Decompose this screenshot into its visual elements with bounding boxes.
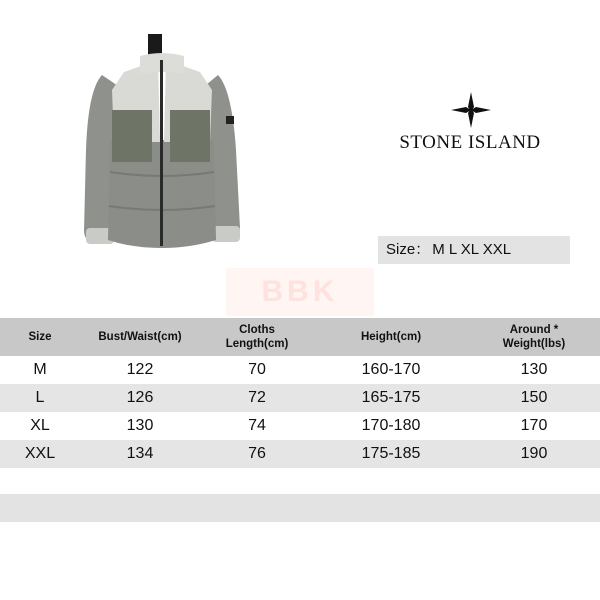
- cell-height: 170-180: [361, 417, 421, 434]
- cell-length: 76: [248, 445, 266, 462]
- size-availability-bar: [378, 236, 570, 264]
- header-length-label: Cloths Length(cm): [225, 324, 289, 350]
- header-size: Size: [28, 331, 52, 343]
- header-weight-label: Around * Weight(lbs): [502, 324, 566, 350]
- brand-name: STONE ISLAND: [399, 132, 541, 153]
- header-bust-waist: Bust/Waist(cm): [98, 331, 182, 343]
- size-values: M L XL XXL: [432, 241, 512, 258]
- cell-length: 74: [248, 417, 266, 434]
- watermark: BBK: [226, 268, 374, 316]
- product-jacket-image: [40, 30, 280, 260]
- brand-logo: [395, 90, 545, 160]
- cell-weight: 190: [520, 445, 548, 462]
- size-chart-table: [0, 318, 600, 468]
- table-row: [0, 440, 600, 468]
- compass-star-icon: [395, 90, 545, 130]
- cell-size: XL: [30, 417, 50, 434]
- cell-height: 165-175: [361, 389, 421, 406]
- cell-weight: 150: [520, 389, 548, 406]
- table-row: [0, 412, 600, 440]
- footer-band: [0, 494, 600, 522]
- cell-bust: 122: [126, 361, 154, 378]
- table-row: [0, 384, 600, 412]
- cell-size: L: [35, 389, 45, 406]
- table-header-row: [0, 318, 600, 356]
- size-label: Size：: [386, 241, 431, 258]
- cell-weight: 170: [520, 417, 548, 434]
- cell-height: 175-185: [361, 445, 421, 462]
- cell-bust: 134: [126, 445, 154, 462]
- header-length: [200, 318, 314, 356]
- cell-height: 160-170: [361, 361, 421, 378]
- cell-size: XXL: [24, 445, 56, 462]
- header-height: Height(cm): [360, 331, 422, 343]
- table-row: [0, 356, 600, 384]
- cell-bust: 126: [126, 389, 154, 406]
- header-weight: [468, 318, 600, 356]
- cell-length: 70: [248, 361, 266, 378]
- cell-bust: 130: [126, 417, 154, 434]
- cell-weight: 130: [520, 361, 548, 378]
- cell-length: 72: [248, 389, 266, 406]
- cell-size: M: [33, 361, 47, 378]
